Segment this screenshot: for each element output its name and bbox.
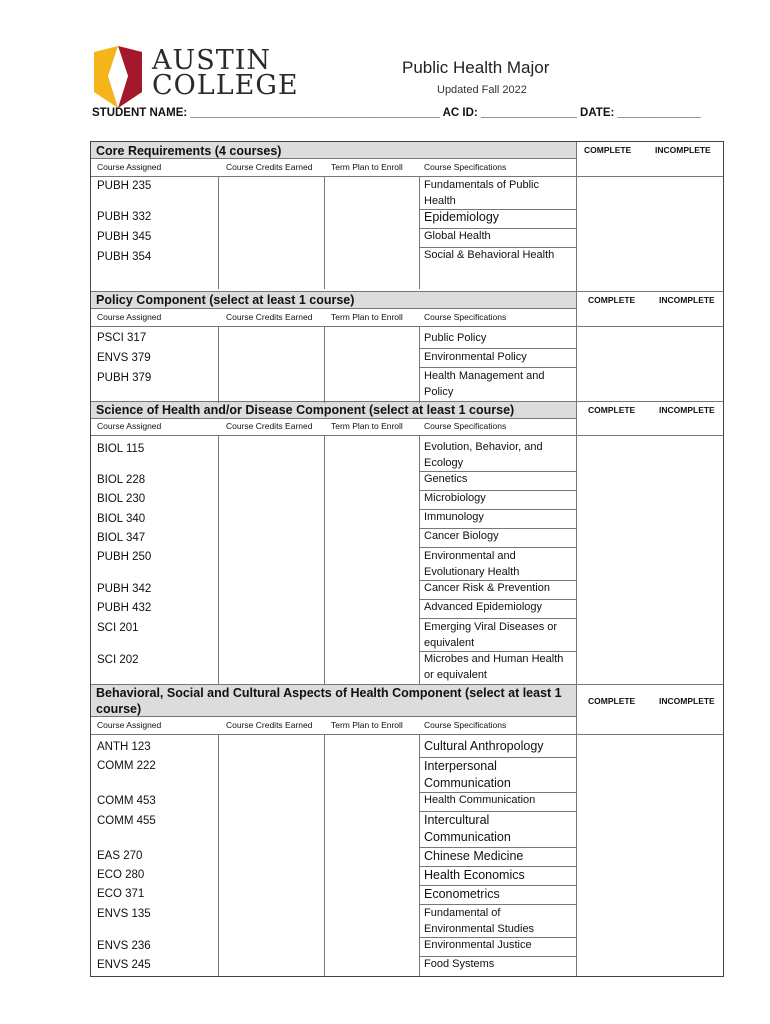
course-spec: Genetics [424, 473, 468, 485]
course-code: BIOL 228 [97, 474, 146, 486]
incomplete-label: INCOMPLETE [659, 295, 715, 305]
grid-line [218, 436, 219, 685]
grid-line [324, 735, 325, 976]
complete-label: COMPLETE [588, 405, 636, 415]
course-spec: Epidemiology [424, 210, 500, 224]
course-spec: Cancer Risk & Prevention [424, 582, 550, 594]
col-term: Term Plan to Enroll [331, 720, 403, 730]
course-spec: Food Systems [424, 958, 495, 970]
col-course-assigned: Course Assigned [97, 162, 162, 172]
grid-line [218, 177, 219, 289]
col-term: Term Plan to Enroll [331, 162, 403, 172]
grid-line [218, 327, 219, 403]
col-credits: Course Credits Earned [226, 312, 313, 322]
section-title: Science of Health and/or Disease Component (select at least 1 course) [96, 403, 515, 417]
course-spec: Microbes and Human Health or equivalent [424, 653, 564, 681]
grid-line [324, 436, 325, 685]
course-code: BIOL 115 [97, 443, 145, 455]
document-title: Public Health Major [402, 58, 550, 77]
student-info-line[interactable]: STUDENT NAME: _______________________________________ AC ID: _______________ DATE: _____________ [92, 107, 701, 119]
course-code: PUBH 332 [97, 211, 152, 223]
incomplete-label: INCOMPLETE [659, 405, 715, 415]
course-code: PUBH 342 [97, 583, 152, 595]
col-course-assigned: Course Assigned [97, 720, 162, 730]
course-spec: Health Management and Policy [424, 370, 545, 398]
course-code: ENVS 379 [97, 352, 151, 364]
course-code: EAS 270 [97, 850, 143, 862]
col-term: Term Plan to Enroll [331, 312, 403, 322]
grid-line [419, 327, 420, 403]
course-spec: Microbiology [424, 492, 486, 504]
course-code: PSCI 317 [97, 332, 147, 344]
grid-line [419, 618, 576, 619]
course-code: COMM 222 [97, 760, 156, 772]
grid-line [419, 735, 420, 976]
grid-line [419, 177, 420, 289]
logo-line-1: AUSTIN [152, 45, 272, 76]
course-code: PUBH 379 [97, 372, 152, 384]
logo-line-2: COLLEGE [152, 70, 299, 101]
course-spec: Evolution, Behavior, and Ecology [424, 441, 543, 469]
course-code: PUBH 345 [97, 231, 152, 243]
course-code: COMM 455 [97, 815, 156, 827]
course-spec: Health Communication [424, 794, 536, 806]
section-title: Policy Component (select at least 1 course) [96, 293, 355, 307]
course-spec: Chinese Medicine [424, 849, 524, 863]
col-credits: Course Credits Earned [226, 720, 313, 730]
col-credits: Course Credits Earned [226, 421, 313, 431]
grid-line [324, 177, 325, 289]
course-code: BIOL 340 [97, 513, 146, 525]
grid-line [419, 348, 576, 349]
course-spec: Cancer Biology [424, 530, 499, 542]
grid-line [419, 367, 576, 368]
document-subtitle: Updated Fall 2022 [437, 84, 527, 96]
course-spec: Environmental Justice [424, 939, 532, 951]
austin-college-logo [90, 44, 299, 108]
grid-line [576, 142, 577, 976]
course-code: SCI 202 [97, 654, 139, 666]
col-course-assigned: Course Assigned [97, 312, 162, 322]
logo-wordmark [152, 45, 299, 101]
grid-line [324, 327, 325, 403]
course-code: BIOL 347 [97, 532, 146, 544]
course-spec: Interpersonal Communication [424, 759, 511, 790]
grid-line [91, 734, 723, 735]
col-credits: Course Credits Earned [226, 162, 313, 172]
complete-label: COMPLETE [588, 295, 636, 305]
grid-line [419, 436, 420, 685]
section-title: Behavioral, Social and Cultural Aspects of Health Component (select at least 1 course) [96, 686, 562, 716]
course-spec: Immunology [424, 511, 484, 523]
course-code: PUBH 250 [97, 551, 152, 563]
course-spec: Emerging Viral Diseases or equivalent [424, 621, 558, 649]
course-code: ECO 371 [97, 888, 145, 900]
shield-logo-icon [90, 46, 146, 108]
complete-label: COMPLETE [588, 696, 636, 706]
course-code: PUBH 432 [97, 602, 152, 614]
grid-line [419, 547, 576, 548]
course-code: ANTH 123 [97, 741, 151, 753]
course-spec: Public Policy [424, 332, 487, 344]
col-spec: Course Specifications [424, 312, 507, 322]
course-code: PUBH 235 [97, 180, 152, 192]
course-spec: Fundamental of Environmental Studies [424, 907, 535, 935]
course-code: ENVS 236 [97, 940, 151, 952]
col-term: Term Plan to Enroll [331, 421, 403, 431]
grid-line [419, 904, 576, 905]
course-spec: Cultural Anthropology [424, 739, 544, 753]
col-spec: Course Specifications [424, 162, 507, 172]
incomplete-label: INCOMPLETE [655, 145, 711, 155]
course-code: ENVS 135 [97, 908, 151, 920]
section-title: Core Requirements (4 courses) [96, 144, 282, 158]
grid-line [91, 308, 576, 309]
course-spec: Environmental and Evolutionary Health [424, 550, 520, 578]
grid-line [218, 735, 219, 976]
course-spec: Econometrics [424, 887, 500, 901]
requirements-table [90, 141, 724, 977]
course-spec: Environmental Policy [424, 351, 527, 363]
grid-line [91, 418, 576, 419]
complete-label: COMPLETE [584, 145, 632, 155]
course-code: BIOL 230 [97, 493, 146, 505]
course-spec: Intercultural Communication [424, 813, 511, 844]
col-course-assigned: Course Assigned [97, 421, 162, 431]
col-spec: Course Specifications [424, 720, 507, 730]
course-code: ECO 280 [97, 869, 145, 881]
col-spec: Course Specifications [424, 421, 507, 431]
course-code: ENVS 245 [97, 959, 151, 971]
course-code: COMM 453 [97, 795, 156, 807]
course-code: PUBH 354 [97, 251, 152, 263]
course-spec: Social & Behavioral Health [424, 249, 555, 261]
course-spec: Global Health [424, 230, 491, 242]
grid-line [91, 326, 723, 327]
course-spec: Advanced Epidemiology [424, 601, 543, 613]
incomplete-label: INCOMPLETE [659, 696, 715, 706]
grid-line [91, 435, 723, 436]
course-spec: Fundamentals of Public Health [424, 179, 539, 207]
grid-line [91, 176, 723, 177]
course-spec: Health Economics [424, 868, 525, 882]
course-code: SCI 201 [97, 622, 139, 634]
